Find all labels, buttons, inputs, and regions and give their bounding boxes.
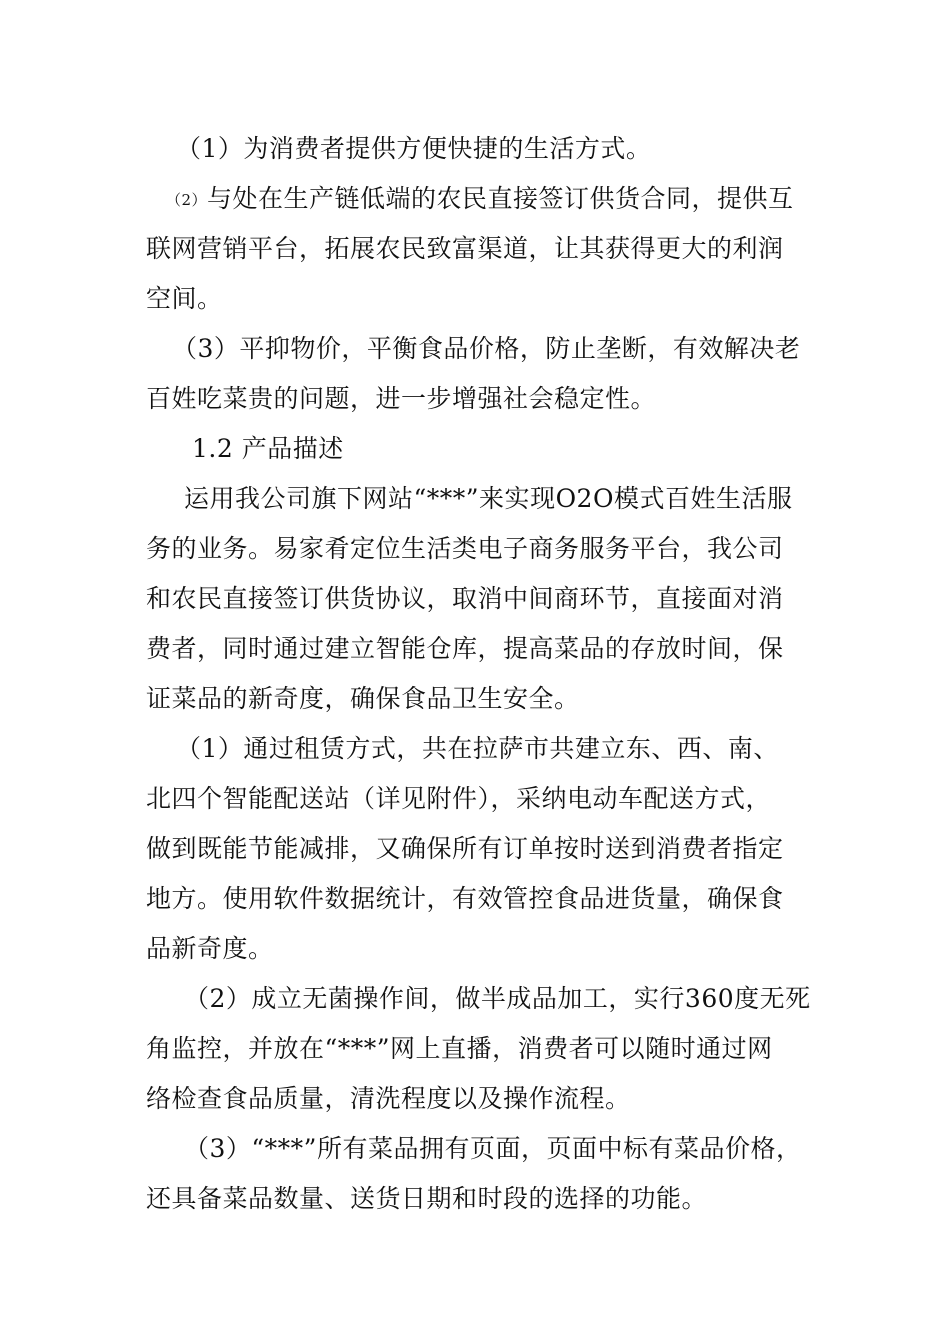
list1-item1: （1）为消费者提供方便快捷的生活方式。: [176, 134, 652, 163]
list2-item3-line1: （3）“***”所有菜品拥有页面，页面中标有菜品价格，: [184, 1134, 802, 1163]
intro-line2: 务的业务。易家肴定位生活类电子商务服务平台，我公司: [146, 534, 784, 563]
list2-item2-line1: （2）成立无菌操作间，做半成品加工，实行360度无死: [184, 984, 811, 1013]
intro-line3: 和农民直接签订供货协议，取消中间商环节，直接面对消: [146, 584, 784, 613]
list2-item1-line4: 地方。使用软件数据统计，有效管控食品进货量，确保食: [146, 884, 784, 913]
list1-item2-number: （2）: [166, 191, 208, 209]
list2-item1-line2: 北四个智能配送站（详见附件），采纳电动车配送方式，: [146, 784, 772, 813]
list2-item2-line3: 络检查食品质量，清洗程度以及操作流程。: [146, 1084, 631, 1113]
intro-line4: 费者，同时通过建立智能仓库，提高菜品的存放时间，保: [146, 634, 784, 663]
list2-item2-line2: 角监控，并放在“***”网上直播，消费者可以随时通过网: [146, 1034, 773, 1063]
list1-item3-line1: （3）平抑物价，平衡食品价格，防止垄断，有效解决老: [172, 334, 801, 363]
list1-item2-line2: 联网营销平台，拓展农民致富渠道，让其获得更大的利润: [146, 234, 784, 263]
list2-item1-line1: （1）通过租赁方式，共在拉萨市共建立东、西、南、: [176, 734, 779, 763]
list2-item1-line5: 品新奇度。: [146, 934, 274, 963]
list2-item3-line2: 还具备菜品数量、送货日期和时段的选择的功能。: [146, 1184, 708, 1213]
list1-item2-line1: [166, 184, 794, 215]
list2-item1-line3: 做到既能节能减排，又确保所有订单按时送到消费者指定: [146, 834, 784, 863]
list1-item2-line3: 空间。: [146, 284, 223, 313]
list1-item2-text: 与处在生产链低端的农民直接签订供货合同，提供互: [207, 184, 794, 213]
list1-item3-line2: 百姓吃菜贵的问题，进一步增强社会稳定性。: [146, 384, 657, 413]
intro-line5: 证菜品的新奇度，确保食品卫生安全。: [146, 684, 580, 713]
section-heading: 1.2 产品描述: [192, 434, 344, 463]
intro-line1: 运用我公司旗下网站“***”来实现O2O模式百姓生活服: [184, 484, 793, 513]
